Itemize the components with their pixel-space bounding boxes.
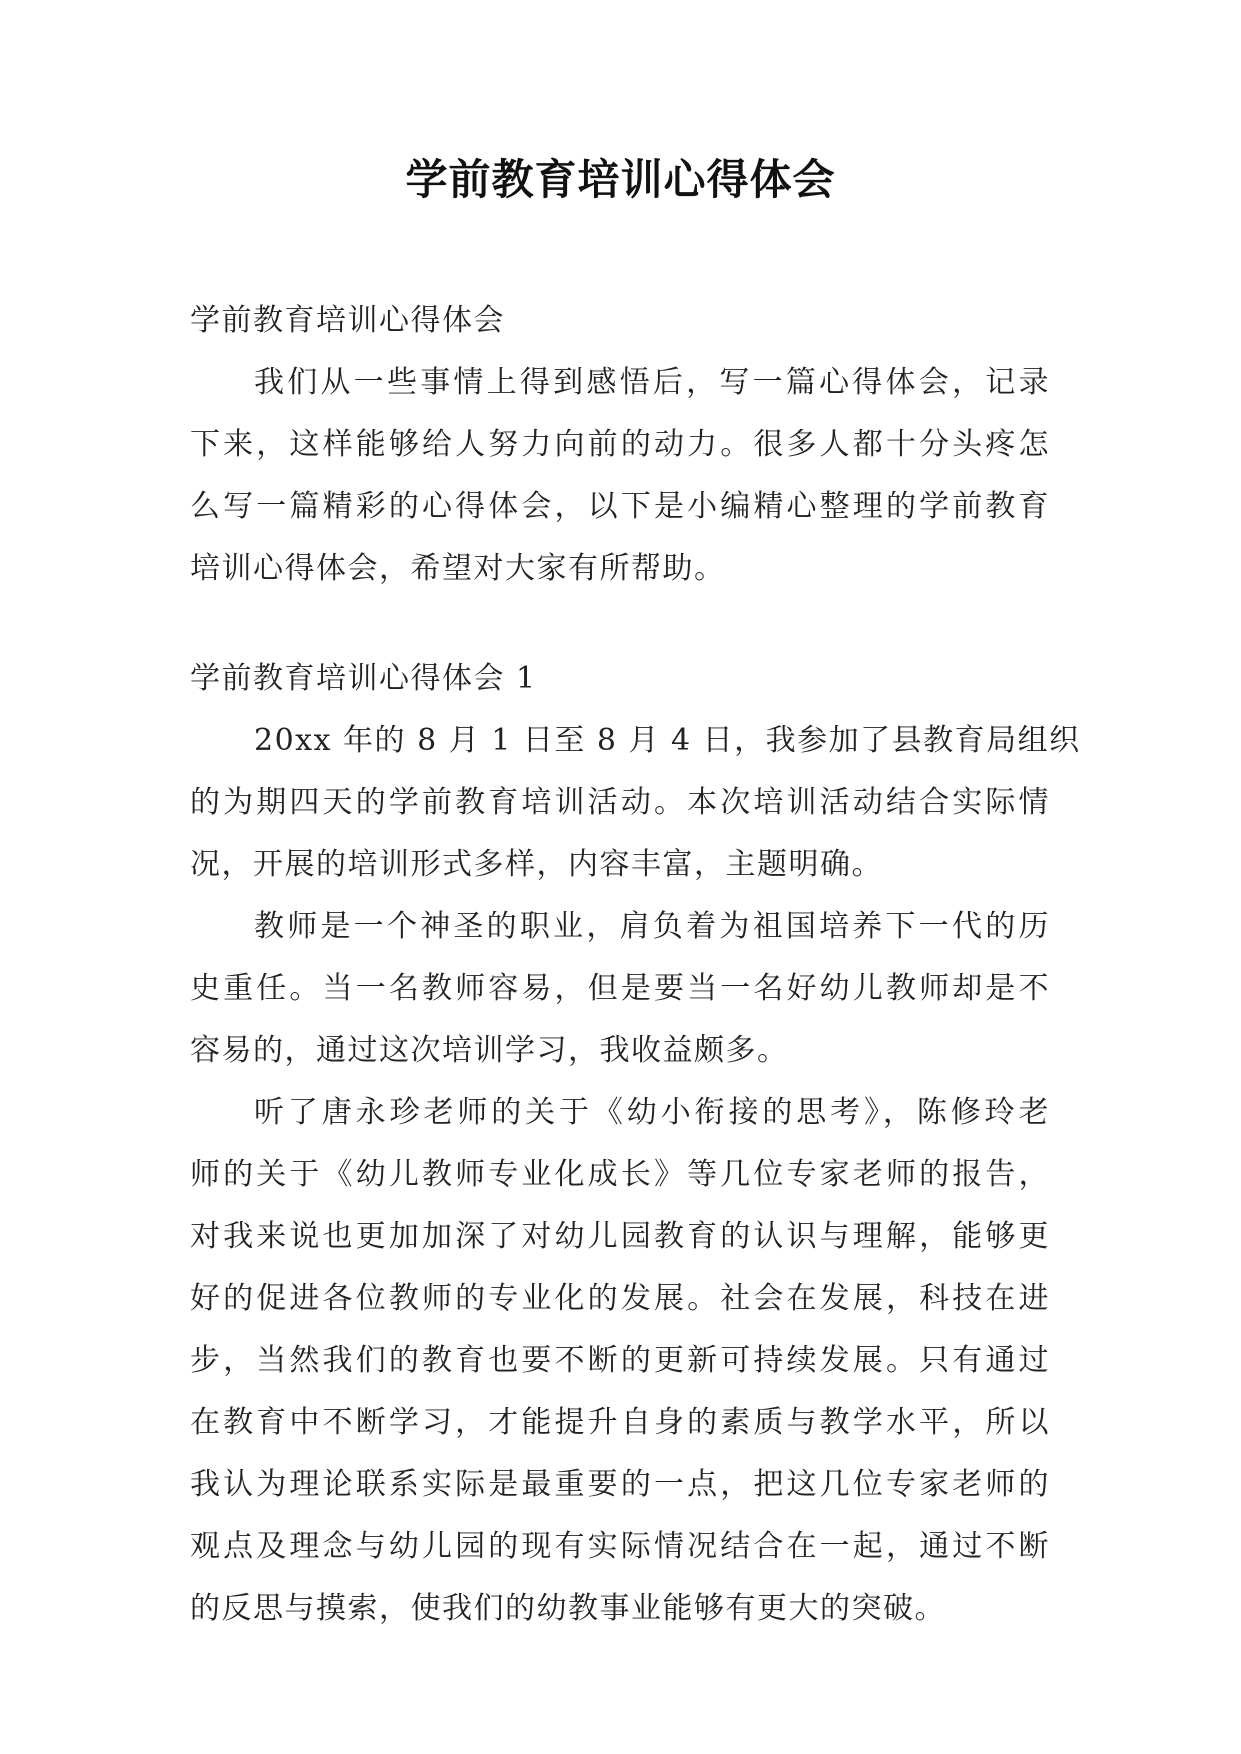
document-title: 学前教育培训心得体会 <box>405 155 836 204</box>
paragraph-line: 下来，这样能够给人努力向前的动力。很多人都十分头疼怎 <box>190 427 1050 462</box>
paragraph-line: 史重任。当一名教师容易，但是要当一名好幼儿教师却是不 <box>190 971 1050 1006</box>
paragraph-line: 对我来说也更加加深了对幼儿园教育的认识与理解，能够更 <box>190 1219 1050 1254</box>
paragraph-line: 么写一篇精彩的心得体会，以下是小编精心整理的学前教育 <box>190 489 1050 524</box>
paragraph-line: 20xx 年的 8 月 1 日至 8 月 4 日，我参加了县教育局组织 <box>254 723 1081 758</box>
paragraph-line: 步，当然我们的教育也要不断的更新可持续发展。只有通过 <box>190 1343 1050 1378</box>
paragraph-line: 师的关于《幼儿教师专业化成长》等几位专家老师的报告， <box>190 1157 1050 1192</box>
section1-paragraph-2 <box>190 896 1050 1082</box>
section1-paragraph-1 <box>190 710 1081 896</box>
paragraph-line: 在教育中不断学习，才能提升自身的素质与教学水平，所以 <box>190 1405 1050 1440</box>
paragraph-line: 容易的，通过这次培训学习，我收益颇多。 <box>190 1033 789 1068</box>
paragraph-line: 的为期四天的学前教育培训活动。本次培训活动结合实际情 <box>190 785 1050 820</box>
paragraph-line: 况，开展的培训形式多样，内容丰富，主题明确。 <box>190 847 883 882</box>
section-spacer <box>190 600 1050 648</box>
paragraph-line: 听了唐永珍老师的关于《幼小衔接的思考》，陈修玲老 <box>254 1095 1050 1130</box>
paragraph-line: 观点及理念与幼儿园的现有实际情况结合在一起，通过不断 <box>190 1529 1050 1564</box>
paragraph-line: 的反思与摸索，使我们的幼教事业能够有更大的突破。 <box>190 1591 946 1626</box>
section-heading: 学前教育培训心得体会 1 <box>190 661 537 696</box>
intro-heading: 学前教育培训心得体会 <box>190 303 505 338</box>
section1-paragraph-3 <box>190 1082 1050 1640</box>
intro-paragraph <box>190 352 1050 600</box>
paragraph-line: 教师是一个神圣的职业，肩负着为祖国培养下一代的历 <box>254 909 1050 944</box>
paragraph-line: 我们从一些事情上得到感悟后，写一篇心得体会，记录 <box>254 365 1050 400</box>
paragraph-line: 我认为理论联系实际是最重要的一点，把这几位专家老师的 <box>190 1467 1050 1502</box>
document-body <box>190 290 1081 1640</box>
paragraph-line: 好的促进各位教师的专业化的发展。社会在发展，科技在进 <box>190 1281 1050 1316</box>
paragraph-line: 培训心得体会，希望对大家有所帮助。 <box>190 551 726 586</box>
